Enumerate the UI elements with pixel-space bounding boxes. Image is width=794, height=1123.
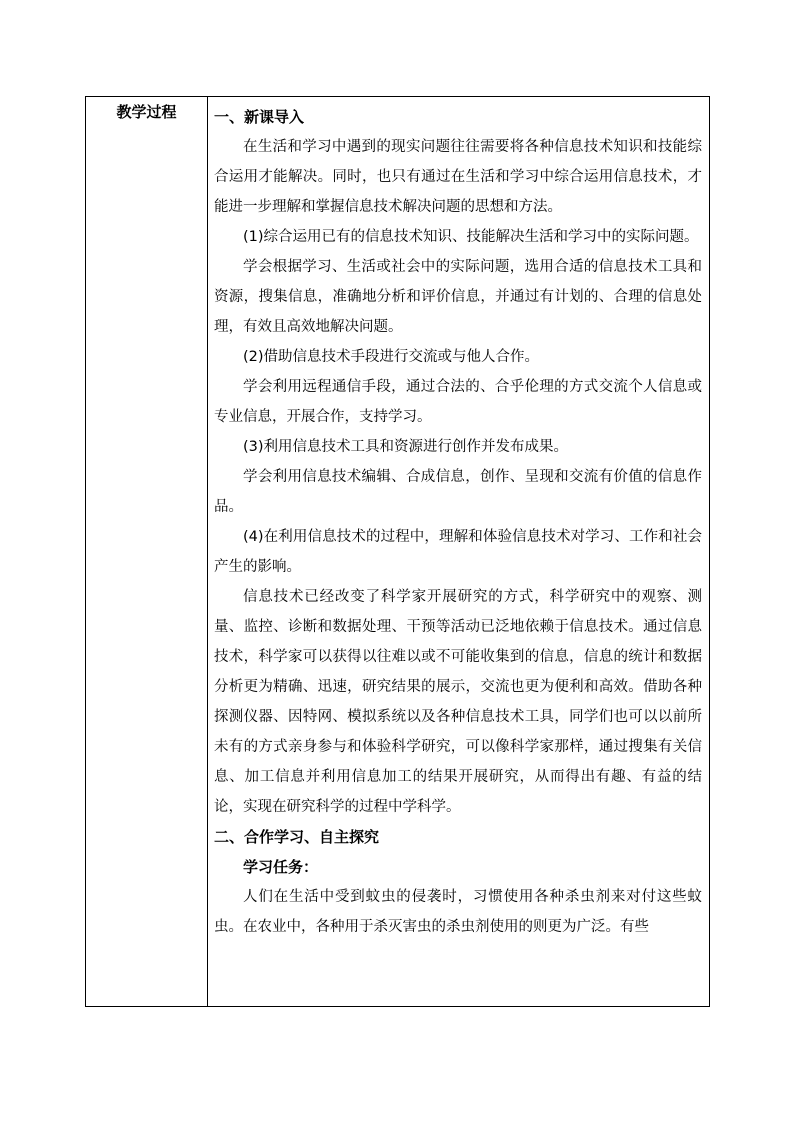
lesson-table xyxy=(85,96,710,1007)
section1-paragraph-2: 学会根据学习、生活或社会中的实际问题，选用合适的信息技术工具和资源，搜集信息，准确地分析和评价信息，并通过有计划的、合理的信息处理，有效且高效地解决问题。 xyxy=(214,259,702,335)
section1-paragraph-4: 学会利用信息技术编辑、合成信息，创作、呈现和交流有价值的信息作品。 xyxy=(214,469,702,515)
section1-item-2: (2)借助信息技术手段进行交流或与他人合作。 xyxy=(243,349,540,365)
section1-item-1: (1)综合运用已有的信息技术知识、技能解决生活和学习中的实际问题。 xyxy=(243,229,699,245)
row-label: 教学过程 xyxy=(116,103,177,121)
column-divider xyxy=(207,97,208,1006)
section2-paragraph-1: 人们在生活中受到蚊虫的侵袭时，习惯使用各种杀虫剂来对付这些蚊虫。在农业中，各种用于杀灭害虫的杀虫剂使用的则更为广泛。有些 xyxy=(214,889,702,935)
section1-item-3: (3)利用信息技术工具和资源进行创作并发布成果。 xyxy=(243,439,569,455)
section1-paragraph-1: 在生活和学习中遇到的现实问题往往需要将各种信息技术知识和技能综合运用才能解决。同时，也只有通过在生活和学习中综合运用信息技术，才能进一步理解和掌握信息技术解决问题的思想和方法。 xyxy=(214,139,702,215)
lesson-content xyxy=(214,102,702,942)
section1-paragraph-5: 信息技术已经改变了科学家开展研究的方式，科学研究中的观察、测量、监控、诊断和数据处理、干预等活动已泛地依赖于信息技术。通过信息技术，科学家可以获得以往难以或不可能收集到的信息，信息的统计和数据分析更为精确、迅速，研究结果的展示，交流也更为便利和高效。借助各种探测仪器、因特网、模拟系统以及各种信息技术工具，同学们也可以以前所未有的方式亲身参与和体验科学研究，可以像科学家那样，通过搜集有关信息、加工信息并利用信息加工的结果开展研究，从而得出有趣、有益的结论，实现在研究科学的过程中学科学。 xyxy=(214,589,702,815)
section1-item-4: (4)在利用信息技术的过程中，理解和体验信息技术对学习、工作和社会产生的影响。 xyxy=(214,529,702,575)
section2-heading: 二、合作学习、自主探究 xyxy=(214,828,380,846)
task-label: 学习任务： xyxy=(243,858,319,876)
section1-paragraph-3: 学会利用远程通信手段，通过合法的、合乎伦理的方式交流个人信息或专业信息，开展合作，支持学习。 xyxy=(214,379,702,425)
section1-heading: 一、新课导入 xyxy=(214,108,305,126)
